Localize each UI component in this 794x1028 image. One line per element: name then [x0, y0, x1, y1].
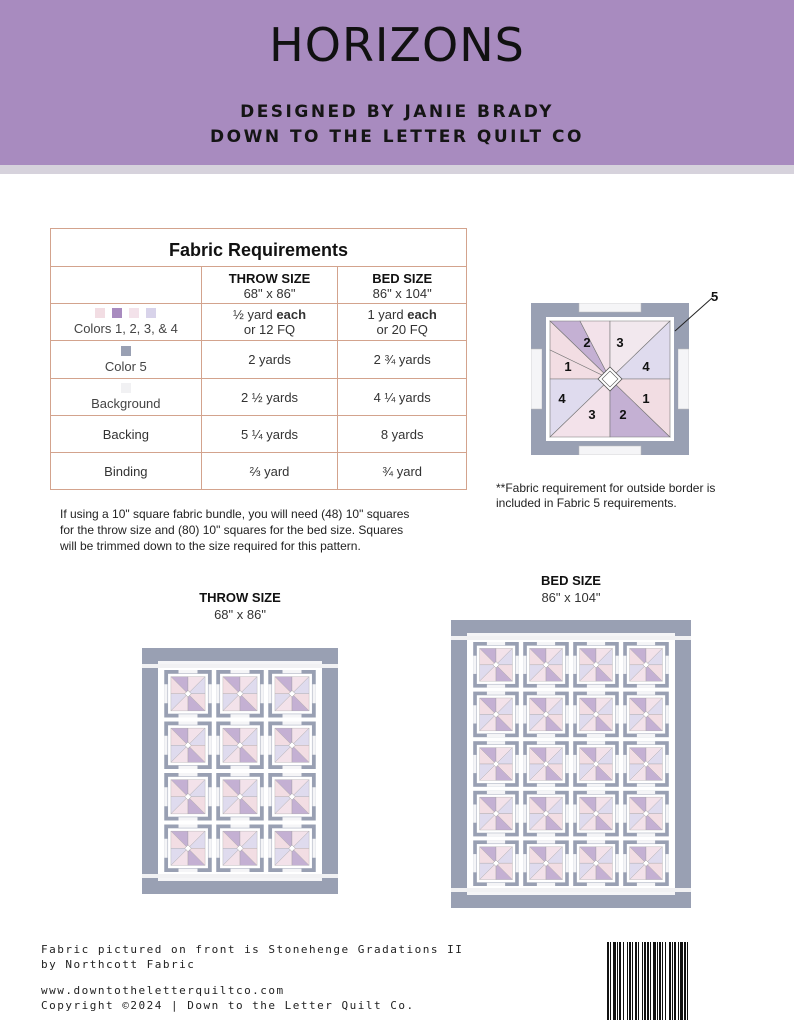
quilt-block [268, 722, 316, 770]
header-divider [0, 165, 794, 174]
quilt-block [523, 692, 569, 738]
quilt-block [473, 791, 519, 837]
quilt-block [164, 670, 212, 718]
quilt-block [573, 741, 619, 787]
quilt-block [623, 642, 669, 688]
quilt-block [268, 670, 316, 718]
footer [41, 983, 415, 1013]
swatch-background [121, 383, 131, 393]
fabric-requirements-table [50, 228, 467, 490]
cell-throw-binding: ⅔ yard [201, 453, 338, 490]
cell-throw-color5: 2 yards [201, 341, 338, 379]
designer-credit: DESIGNED BY JANIE BRADY [240, 102, 554, 122]
quilt-block [473, 642, 519, 688]
swatch-color-3 [129, 308, 139, 318]
border-callout-label: 5 [711, 289, 719, 304]
quilt-block [573, 840, 619, 886]
quilt-block [573, 692, 619, 738]
swatch-color-1 [95, 308, 105, 318]
row-label-background: Background [51, 379, 202, 416]
block-number: 1 [564, 359, 572, 374]
table-row [51, 416, 467, 453]
throw-column-header [201, 267, 338, 304]
bed-quilt-label: BED SIZE 86" x 104" [541, 573, 601, 605]
block-number: 1 [642, 391, 650, 406]
quilt-block [623, 692, 669, 738]
pattern-title: HORIZONS [269, 18, 525, 72]
block-number: 2 [583, 335, 591, 350]
quilt-block [623, 791, 669, 837]
block-diagram [531, 303, 689, 455]
throw-header-dims: 68" x 86" [243, 286, 296, 301]
quilt-block [164, 825, 212, 873]
quilt-block [473, 692, 519, 738]
table-title: Fabric Requirements [51, 229, 467, 267]
block-number: 4 [558, 391, 566, 406]
table-row [51, 341, 467, 379]
cell-bed-background: 4 ¼ yards [338, 379, 467, 416]
cell-throw-background: 2 ½ yards [201, 379, 338, 416]
cell-throw-colors: ½ yard each or 12 FQ [201, 304, 338, 341]
quilt-block [216, 670, 264, 718]
quilt-block [473, 741, 519, 787]
cell-throw-backing: 5 ¼ yards [201, 416, 338, 453]
table-row [51, 453, 467, 490]
quilt-block [216, 722, 264, 770]
swatch-color-4 [146, 308, 156, 318]
website-link[interactable]: www.downtotheletterquiltco.com [41, 984, 285, 997]
quilt-block [573, 791, 619, 837]
quilt-block [523, 642, 569, 688]
quilt-block [268, 773, 316, 821]
cell-bed-backing: 8 yards [338, 416, 467, 453]
quilt-block [523, 840, 569, 886]
copyright: Copyright ©2024 | Down to the Letter Quilt Co. [41, 999, 415, 1012]
quilt-block [268, 825, 316, 873]
throw-header-label: THROW SIZE [228, 271, 311, 286]
quilt-block [623, 741, 669, 787]
table-row [51, 304, 467, 341]
callout-line [672, 296, 714, 334]
throw-quilt-diagram [142, 648, 338, 894]
color-swatches [51, 308, 201, 318]
company-name: DOWN TO THE LETTER QUILT CO [210, 127, 584, 147]
cell-bed-colors: 1 yard each or 20 FQ [338, 304, 467, 341]
bundle-note: If using a 10" square fabric bundle, you will need (48) 10" squares for the throw size and (80) 10" squares for the bed size. Squares will be trimmed down to the size required for this pattern. [60, 507, 410, 553]
swatch-color-2 [112, 308, 122, 318]
block-number: 3 [616, 335, 624, 350]
cell-bed-color5: 2 ¾ yards [338, 341, 467, 379]
row-label-backing: Backing [51, 416, 202, 453]
quilt-block [623, 840, 669, 886]
row-label-binding: Binding [51, 453, 202, 490]
swatch-color-5 [121, 346, 131, 356]
quilt-block [523, 741, 569, 787]
table-row [51, 379, 467, 416]
quilt-block [523, 791, 569, 837]
quilt-block [164, 722, 212, 770]
quilt-block [164, 773, 212, 821]
quilt-block [473, 840, 519, 886]
quilt-block [573, 642, 619, 688]
bed-column-header [338, 267, 467, 304]
row-label-colors: Colors 1, 2, 3, & 4 [51, 304, 202, 341]
quilt-block [216, 773, 264, 821]
block-number: 2 [619, 407, 627, 422]
block-number: 4 [642, 359, 650, 374]
quilt-block [216, 825, 264, 873]
border-note: **Fabric requirement for outside border is included in Fabric 5 requirements. [496, 481, 716, 510]
bed-header-dims: 86" x 104" [372, 286, 432, 301]
bed-header-label: BED SIZE [372, 271, 433, 286]
block-number: 3 [588, 407, 596, 422]
block-center [550, 321, 670, 437]
throw-quilt-label: THROW SIZE 68" x 86" [199, 590, 281, 622]
row-label-color5: Color 5 [51, 341, 202, 379]
barcode [605, 942, 753, 1022]
cell-bed-binding: ¾ yard [338, 453, 467, 490]
table-corner-cell [51, 267, 202, 304]
bed-quilt-diagram [451, 620, 691, 908]
fabric-credit: Fabric pictured on front is Stonehenge Gradations II by Northcott Fabric [41, 943, 464, 971]
